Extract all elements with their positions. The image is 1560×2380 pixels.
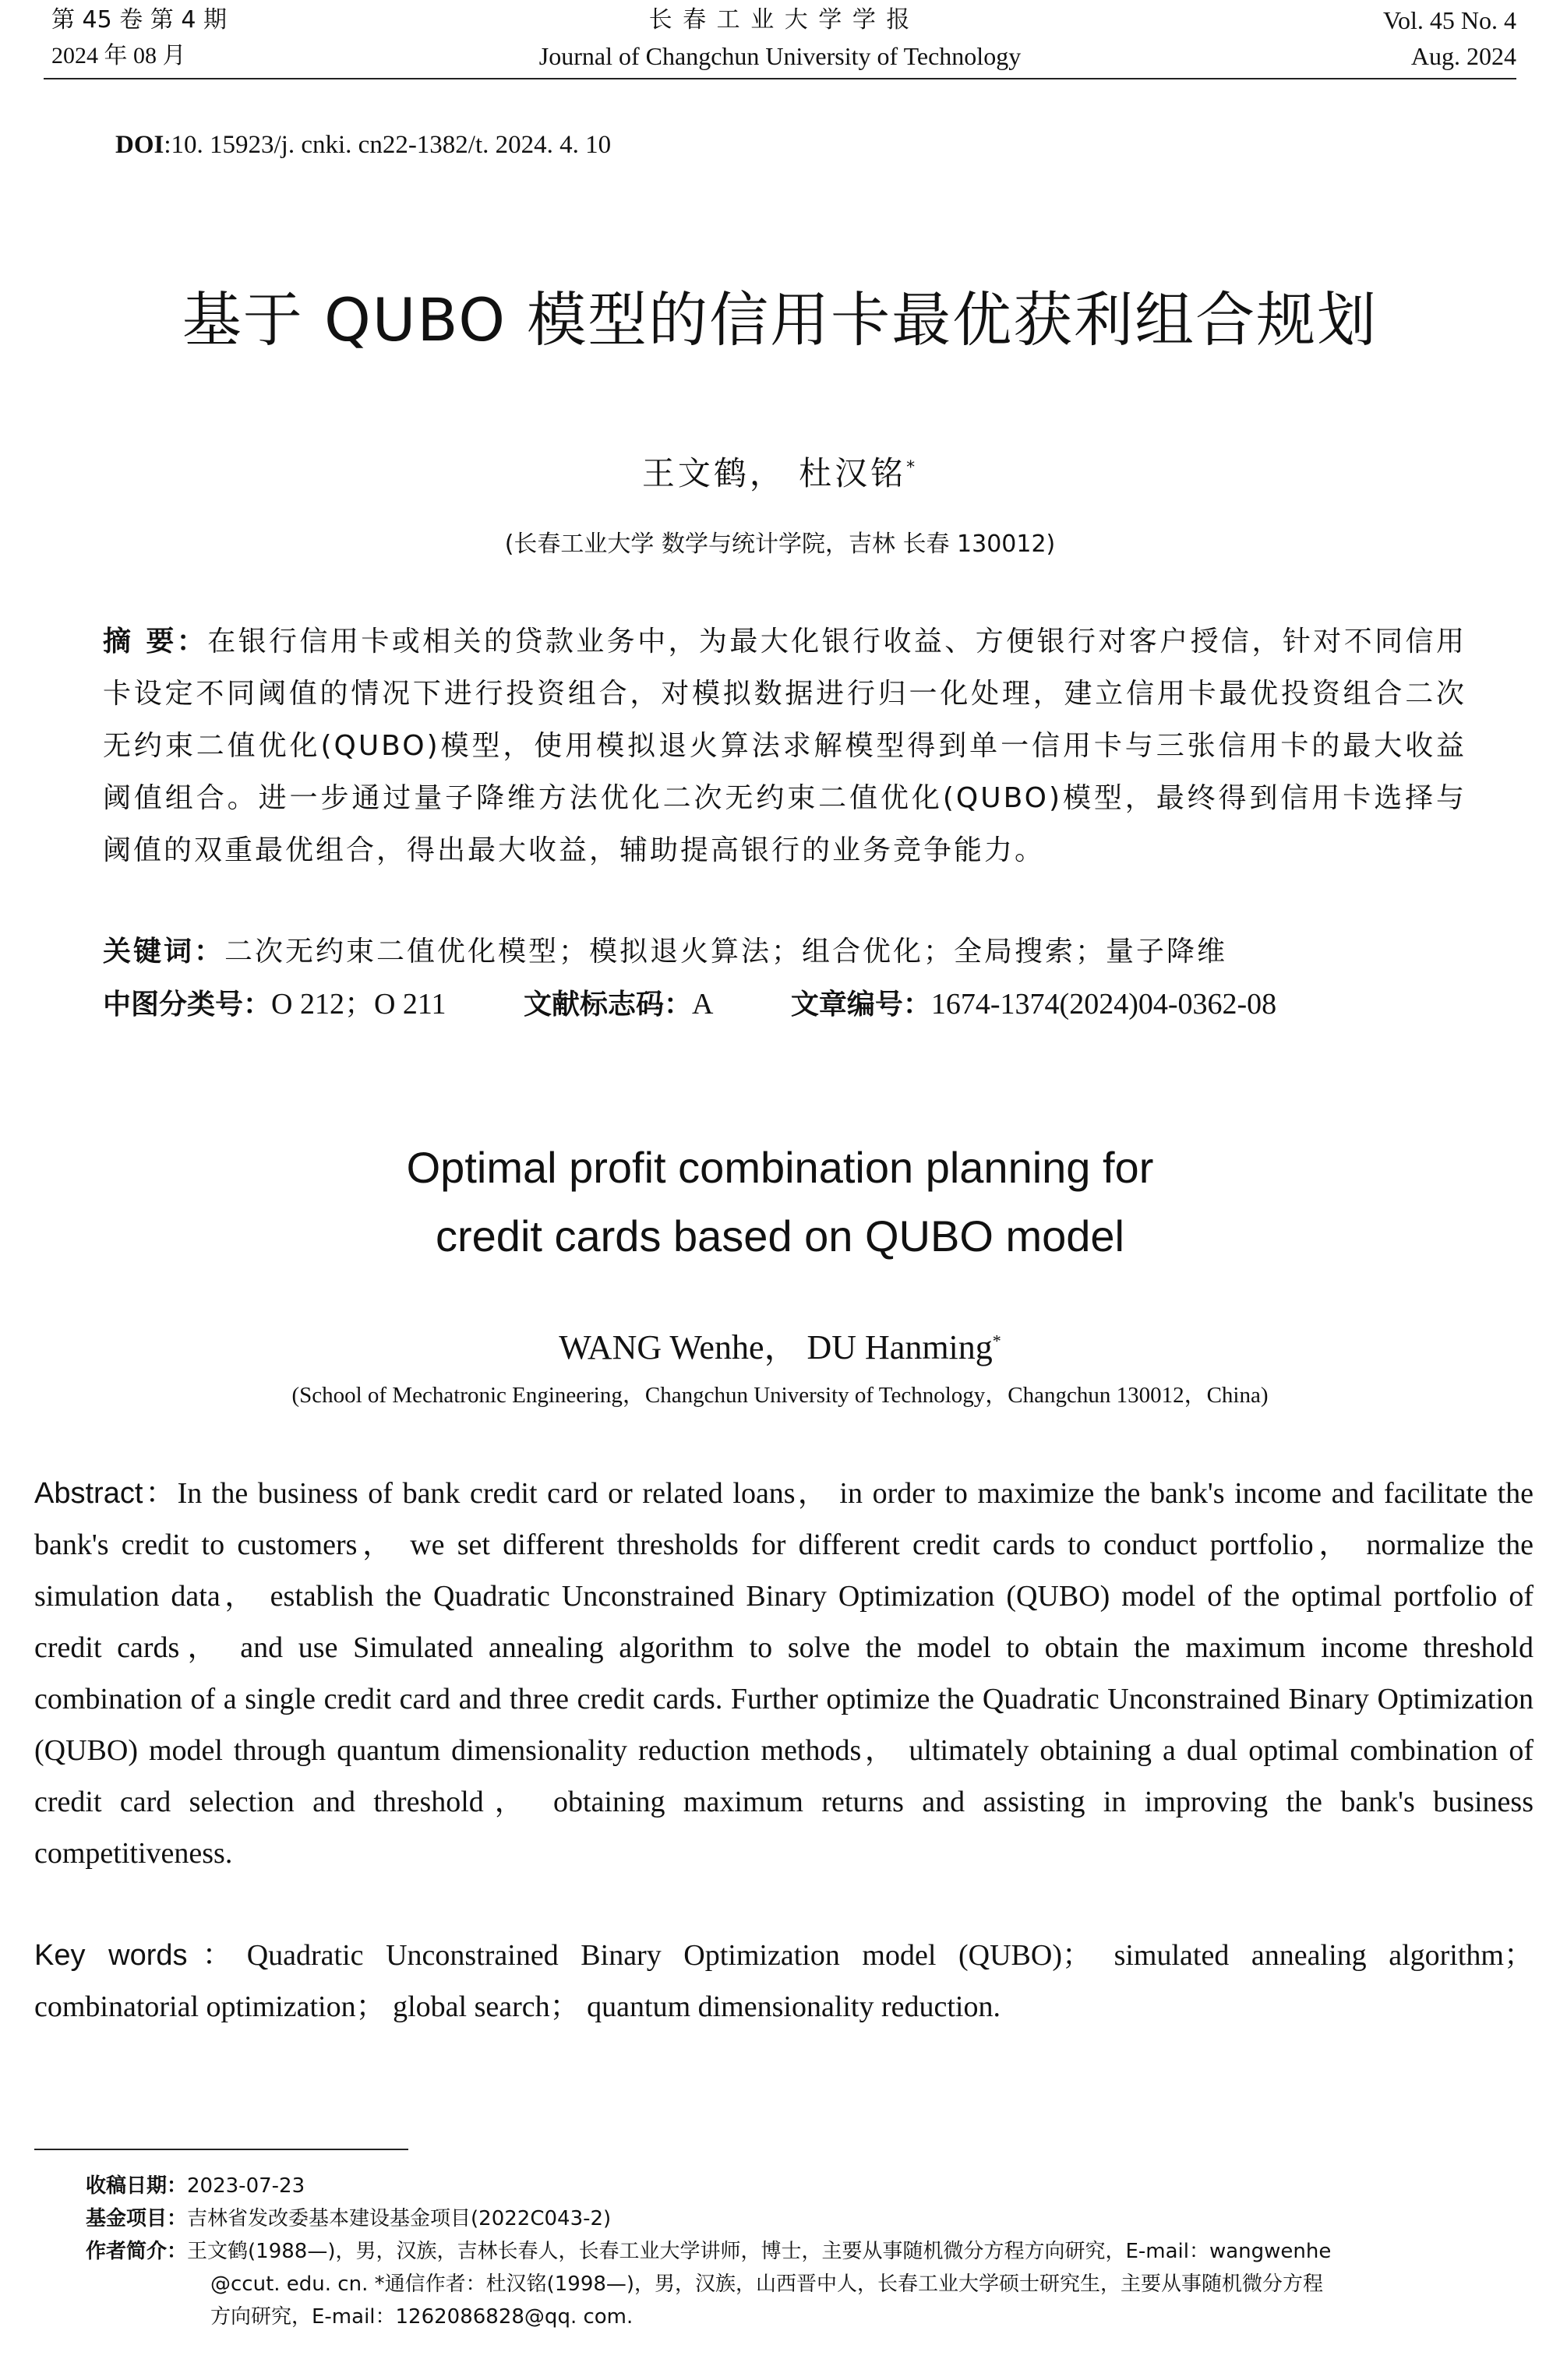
corresponding-mark-zh: * [906,458,919,478]
authors-en [0,1319,1560,1369]
keywords-en-text: Quadratic Unconstrained Binary Optimization model (QUBO)； simulated annealing algorithm； combinatorial optimization； global search； quantum dimensionality reduction. [34,1939,1534,2023]
journal-name-zh: 长 春 工 业 大 学 学 报 [648,6,912,33]
received-date [86,2170,1535,2202]
issue-date: 2024 年 08 月 [51,43,186,69]
title-zh: 基于 QUBO 模型的信用卡最优获利组合规划 [182,285,1378,354]
bio-line2: @ccut. edu. cn. *通信作者：杜汉铭(1998—)，男，汉族，山西晋中人，长春工业大学硕士研究生，主要从事随机微分方程 [210,2272,1324,2296]
volume-number-en: Vol. 45 No. 4 [1383,6,1516,34]
abstract-zh [103,615,1466,876]
keywords-zh-text: 二次无约束二值优化模型；模拟退火算法；组合优化；全局搜索；量子降维 [224,936,1228,968]
footnote-rule [34,2149,408,2150]
bio-label: 作者简介： [86,2240,188,2263]
journal-name-en: Journal of Changchun University of Technology [538,42,1022,70]
issue-month-en: Aug. 2024 [1410,42,1516,70]
authors-zh [0,448,1560,495]
article-number-label: 文章编号： [790,989,931,1021]
fund-project [86,2202,1535,2235]
keywords-en [34,1930,1534,2033]
abstract-en-label: Abstract： [34,1477,178,1510]
title-en-line2: credit cards based on QUBO model [436,1211,1124,1261]
doi-label: DOI [115,131,164,159]
doi-separator: : [164,131,171,159]
keywords-zh [103,933,1474,971]
classification-line [103,985,1276,1024]
abstract-en-text: In the business of bank credit card or related loans， in order to maximize the bank's income and facilitate the bank's credit to customers， we set different thresholds for different credit cards to conduct portfolio， normalize the simulation data， establish the Quadratic Unconstrained Binary Optimization (QUBO) model of the optimal portfolio of credit cards， and use Simulated annealing algorithm to solve the model to obtain the maximum income threshold combination of a single credit card and three credit cards. Further optimize the Quadratic Unconstrained Binary Optimization (QUBO) model through quantum dimensionality reduction methods， ultimately obtaining a dual optimal combination of credit card selection and threshold， obtaining maximum returns and assisting in improving the bank's business competitiveness. [34,1477,1534,1870]
clc-label: 中图分类号： [103,989,272,1021]
bio-line3: 方向研究，E-mail：1262086828@qq. com. [210,2305,634,2329]
corresponding-mark-en: * [992,1331,1001,1351]
affiliation-en: (School of Mechatronic Engineering，Changchun University of Technology，Changchun 130012，China) [291,1383,1269,1408]
doc-code-value: A [691,988,714,1021]
keywords-zh-label: 关键词： [103,936,225,968]
fund-label: 基金项目： [86,2207,188,2230]
received-value: 2023-07-23 [187,2174,305,2198]
title-en [0,1134,1560,1271]
authors-zh-names: 王文鹤， 杜汉铭 [641,454,907,492]
abstract-en [34,1468,1534,1879]
bio-line1: 王文鹤(1988—)，男，汉族，吉林长春人，长春工业大学讲师，博士，主要从事随机微分方程方向研究，E-mail：wangwenhe [187,2240,1332,2263]
article-number-value: 1674-1374(2024)04-0362-08 [930,988,1277,1021]
affiliation-zh: (长春工业大学 数学与统计学院，吉林 长春 130012) [504,531,1056,558]
doi-value: 10. 15923/j. cnki. cn22-1382/t. 2024. 4. 10 [171,131,612,159]
clc-value: O 212；O 211 [271,988,446,1021]
volume-issue: 第 45 卷 第 4 期 [51,6,227,33]
abstract-zh-label: 摘 要： [103,626,208,658]
footnotes [86,2170,1535,2333]
header-rule [44,78,1516,79]
doi-line [115,131,611,160]
authors-en-names: WANG Wenhe， DU Hanming [559,1328,993,1366]
title-en-line1: Optimal profit combination planning for [406,1143,1154,1192]
abstract-zh-text: 在银行信用卡或相关的贷款业务中，为最大化银行收益、方便银行对客户授信，针对不同信用卡设定不同阈值的情况下进行投资组合，对模拟数据进行归一化处理，建立信用卡最优投资组合二次无约束二值优化(QUBO)模型，使用模拟退火算法求解模型得到单一信用卡与三张信用卡的最大收益阈值组合。进一步通过量子降维方法优化二次无约束二值优化(QUBO)模型，最终得到信用卡选择与阈值的双重最优组合，得出最大收益，辅助提高银行的业务竞争能力。 [103,626,1466,866]
keywords-en-label: Key words： [34,1939,247,1972]
fund-value: 吉林省发改委基本建设基金项目(2022C043-2) [187,2207,612,2230]
author-bio [86,2235,1535,2268]
received-label: 收稿日期： [86,2174,188,2198]
doc-code-label: 文献标志码： [523,989,692,1021]
